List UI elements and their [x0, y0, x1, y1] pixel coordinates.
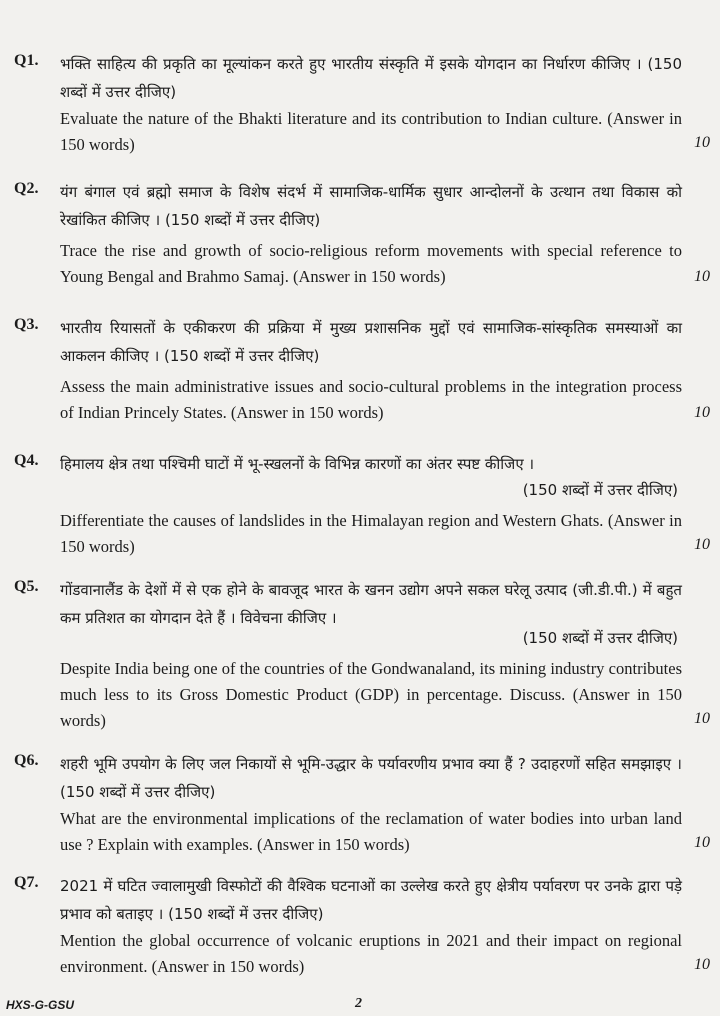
question-hindi-text: हिमालय क्षेत्र तथा पश्चिमी घाटों में भू-स्खलनों के विभिन्न कारणों का अंतर स्पष्ट कीजिए ।: [60, 455, 535, 473]
question-english-text: Assess the main administrative issues and socio-cultural problems in the integration process of Indian Princely States. (Answer in 150 words): [60, 377, 682, 422]
question-number: Q2.: [14, 180, 39, 197]
paper-code: HXS-G-GSU: [6, 998, 75, 1012]
question-number: Q4.: [14, 452, 39, 469]
question-number: Q7.: [14, 874, 39, 891]
question-english-text: Despite India being one of the countries of the Gondwanaland, its mining industry contributes much less to its Gross Domestic Product (GDP) in percentage. Discuss. (Answer in 150 words): [60, 659, 682, 730]
question-hindi-text: यंग बंगाल एवं ब्रह्मो समाज के विशेष संदर्भ में सामाजिक-धार्मिक सुधार आन्दोलनों के उत्थान तथा विकास को रेखांकित कीजिए । (150 शब्दों में उत्तर दीजिए): [60, 183, 682, 229]
question-number: Q3.: [14, 316, 39, 333]
question-hindi-word-limit: (150 शब्दों में उत्तर दीजिए): [522, 481, 678, 499]
question-number: Q6.: [14, 752, 39, 769]
page-number: 2: [355, 996, 362, 1011]
question-number: Q1.: [14, 52, 39, 69]
question-hindi-text: शहरी भूमि उपयोग के लिए जल निकायों से भूमि-उद्धार के पर्यावरणीय प्रभाव क्या हैं ? उदाहरणों सहित समझाइए । (150 शब्दों में उत्तर दीजिए): [60, 755, 682, 801]
question-marks: 10: [694, 956, 710, 973]
question-marks: 10: [694, 536, 710, 553]
question-english-text: Mention the global occurrence of volcanic eruptions in 2021 and their impact on regional environment. (Answer in 150 words): [60, 931, 682, 976]
question-marks: 10: [694, 134, 710, 151]
question-hindi-text: भारतीय रियासतों के एकीकरण की प्रक्रिया में मुख्य प्रशासनिक मुद्दों एवं सामाजिक-सांस्कृतिक समस्याओं का आकलन कीजिए । (150 शब्दों में उत्तर दीजिए): [60, 319, 682, 365]
question-hindi-word-limit: (150 शब्दों में उत्तर दीजिए): [522, 629, 678, 647]
question-english-text: Trace the rise and growth of socio-religious reform movements with special reference to Young Bengal and Brahmo Samaj. (Answer in 150 words): [60, 241, 682, 286]
question-hindi-text: 2021 में घटित ज्वालामुखी विस्फोटों की वैश्विक घटनाओं का उल्लेख करते हुए क्षेत्रीय पर्यावरण पर उनके द्वारा पड़े प्रभाव को बताइए । (150 शब्दों में उत्तर दीजिए): [60, 877, 682, 923]
question-hindi-text: गोंडवानालैंड के देशों में से एक होने के बावजूद भारत के खनन उद्योग अपने सकल घरेलू उत्पाद (जी.डी.पी.) में बहुत कम प्रतिशत का योगदान देते हैं । विवेचना कीजिए ।: [60, 581, 682, 627]
question-marks: 10: [694, 268, 710, 285]
question-hindi-text: भक्ति साहित्य की प्रकृति का मूल्यांकन करते हुए भारतीय संस्कृति में इसके योगदान का निर्धारण कीजिए । (150 शब्दों में उत्तर दीजिए): [60, 55, 682, 101]
question-marks: 10: [694, 710, 710, 727]
question-english-text: Evaluate the nature of the Bhakti literature and its contribution to Indian culture. (Answer in 150 words): [60, 109, 682, 154]
question-marks: 10: [694, 834, 710, 851]
question-english-text: What are the environmental implications of the reclamation of water bodies into urban land use ? Explain with examples. (Answer in 150 words): [60, 809, 682, 854]
question-marks: 10: [694, 404, 710, 421]
question-number: Q5.: [14, 578, 39, 595]
question-english-text: Differentiate the causes of landslides in the Himalayan region and Western Ghats. (Answer in 150 words): [60, 511, 682, 556]
